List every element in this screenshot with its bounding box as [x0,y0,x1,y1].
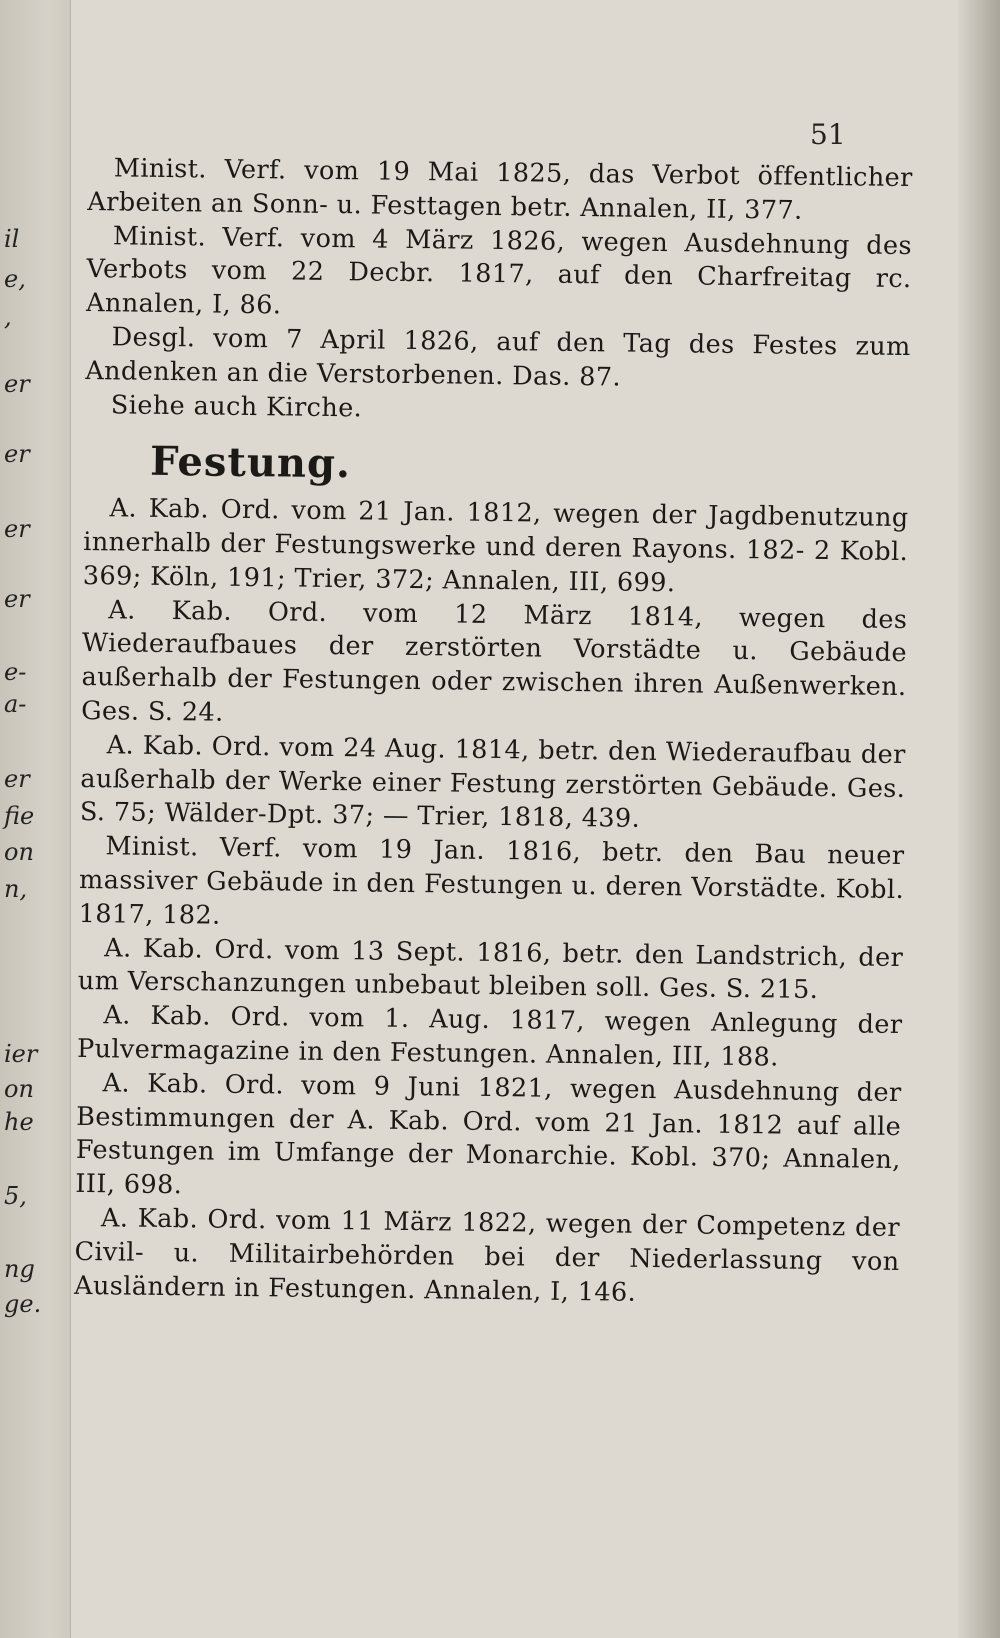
margin-fragment: 5, [4,1182,27,1210]
entry-paragraph: Desgl. vom 7 April 1826, auf den Tag des Festes zum Andenken an die Verstorbenen. Das. 87. [85,322,911,393]
entry-paragraph: Minist. Verf. vom 19 Jan. 1816, betr. den Bau neuer massiver Gebäude in den Festungen u. deren Vorstädte. Kobl. 1817, 182. [78,831,905,931]
margin-fragment: on [4,838,34,866]
page-number: 51 [810,118,846,151]
margin-fragment: a- [4,690,27,718]
entry-paragraph: A. Kab. Ord. vom 9 Juni 1821, wegen Ausdehnung der Bestimmungen der A. Kab. Ord. vom 21 Jan. 1812 auf alle Festungen im Umfange der Monarchie. Kobl. 370; Annalen, III, 698. [75,1067,902,1201]
margin-fragment: er [4,440,30,468]
margin-fragment: fie [4,802,35,830]
margin-fragment: e- [4,658,27,686]
book-gutter [958,0,1000,1638]
margin-fragment: e, [4,265,26,293]
margin-fragment: ier [4,1040,38,1068]
margin-fragment: on [4,1075,34,1103]
text-block [74,152,913,1313]
margin-fragment: , [4,303,12,331]
entry-paragraph: A. Kab. Ord. vom 21 Jan. 1812, wegen der Jagdbenutzung innerhalb der Festungswerke und deren Rayons. 182- 2 Kobl. 369; Köln, 191; Trier, 372; Annalen, III, 699. [82,493,909,598]
margin-fragment: ng [4,1255,35,1283]
entry-paragraph: Minist. Verf. vom 19 Mai 1825, das Verbot öffentlicher Arbeiten an Sonn- u. Festtagen betr. Annalen, II, 377. [87,153,913,226]
entry-paragraph: A. Kab. Ord. vom 13 Sept. 1816, betr. den Landstrich, der um Verschanzungen unbebaut bleiben soll. Ges. S. 215. [77,932,904,1006]
margin-fragment: n, [4,875,28,903]
margin-fragment: er [4,585,30,613]
margin-fragment: il [4,225,20,253]
entry-paragraph: Minist. Verf. vom 4 März 1826, wegen Ausdehnung des Verbots vom 22 Decbr. 1817, auf den Charfreitag rc. Annalen, I, 86. [85,220,913,321]
margin-fragment: er [4,370,30,398]
margin-fragment: ge. [4,1290,42,1318]
entry-paragraph: A. Kab. Ord. vom 24 Aug. 1814, betr. den Wiederaufbau der außerhalb der Werke einer Festung zerstörten Gebäude. Ges. S. 75; Wälder-Dpt. 37; — Trier, 1818, 439. [79,730,906,835]
section-heading: Festung. [149,438,352,488]
see-also-reference: Siehe auch Kirche. [110,389,363,423]
entry-paragraph: A. Kab. Ord. vom 12 März 1814, wegen des Wiederaufbaues der zerstörten Vorstädte u. Gebäude außerhalb der Festungen oder zwischen ihren Außenwerken. Ges. S. 24. [80,594,908,728]
margin-fragment: er [4,765,30,793]
entry-paragraph: A. Kab. Ord. vom 1. Aug. 1817, wegen Anlegung der Pulvermagazine in den Festungen. Annalen, III, 188. [76,1000,903,1073]
entry-paragraph: A. Kab. Ord. vom 11 März 1822, wegen der Competenz der Civil- u. Militairbehörden bei der Niederlassung von Ausländern in Festungen. Annalen, I, 146. [73,1203,901,1308]
previous-page-margin [0,0,71,1638]
margin-fragment: he [4,1108,34,1136]
margin-fragment: er [4,515,30,543]
page [70,0,958,1638]
